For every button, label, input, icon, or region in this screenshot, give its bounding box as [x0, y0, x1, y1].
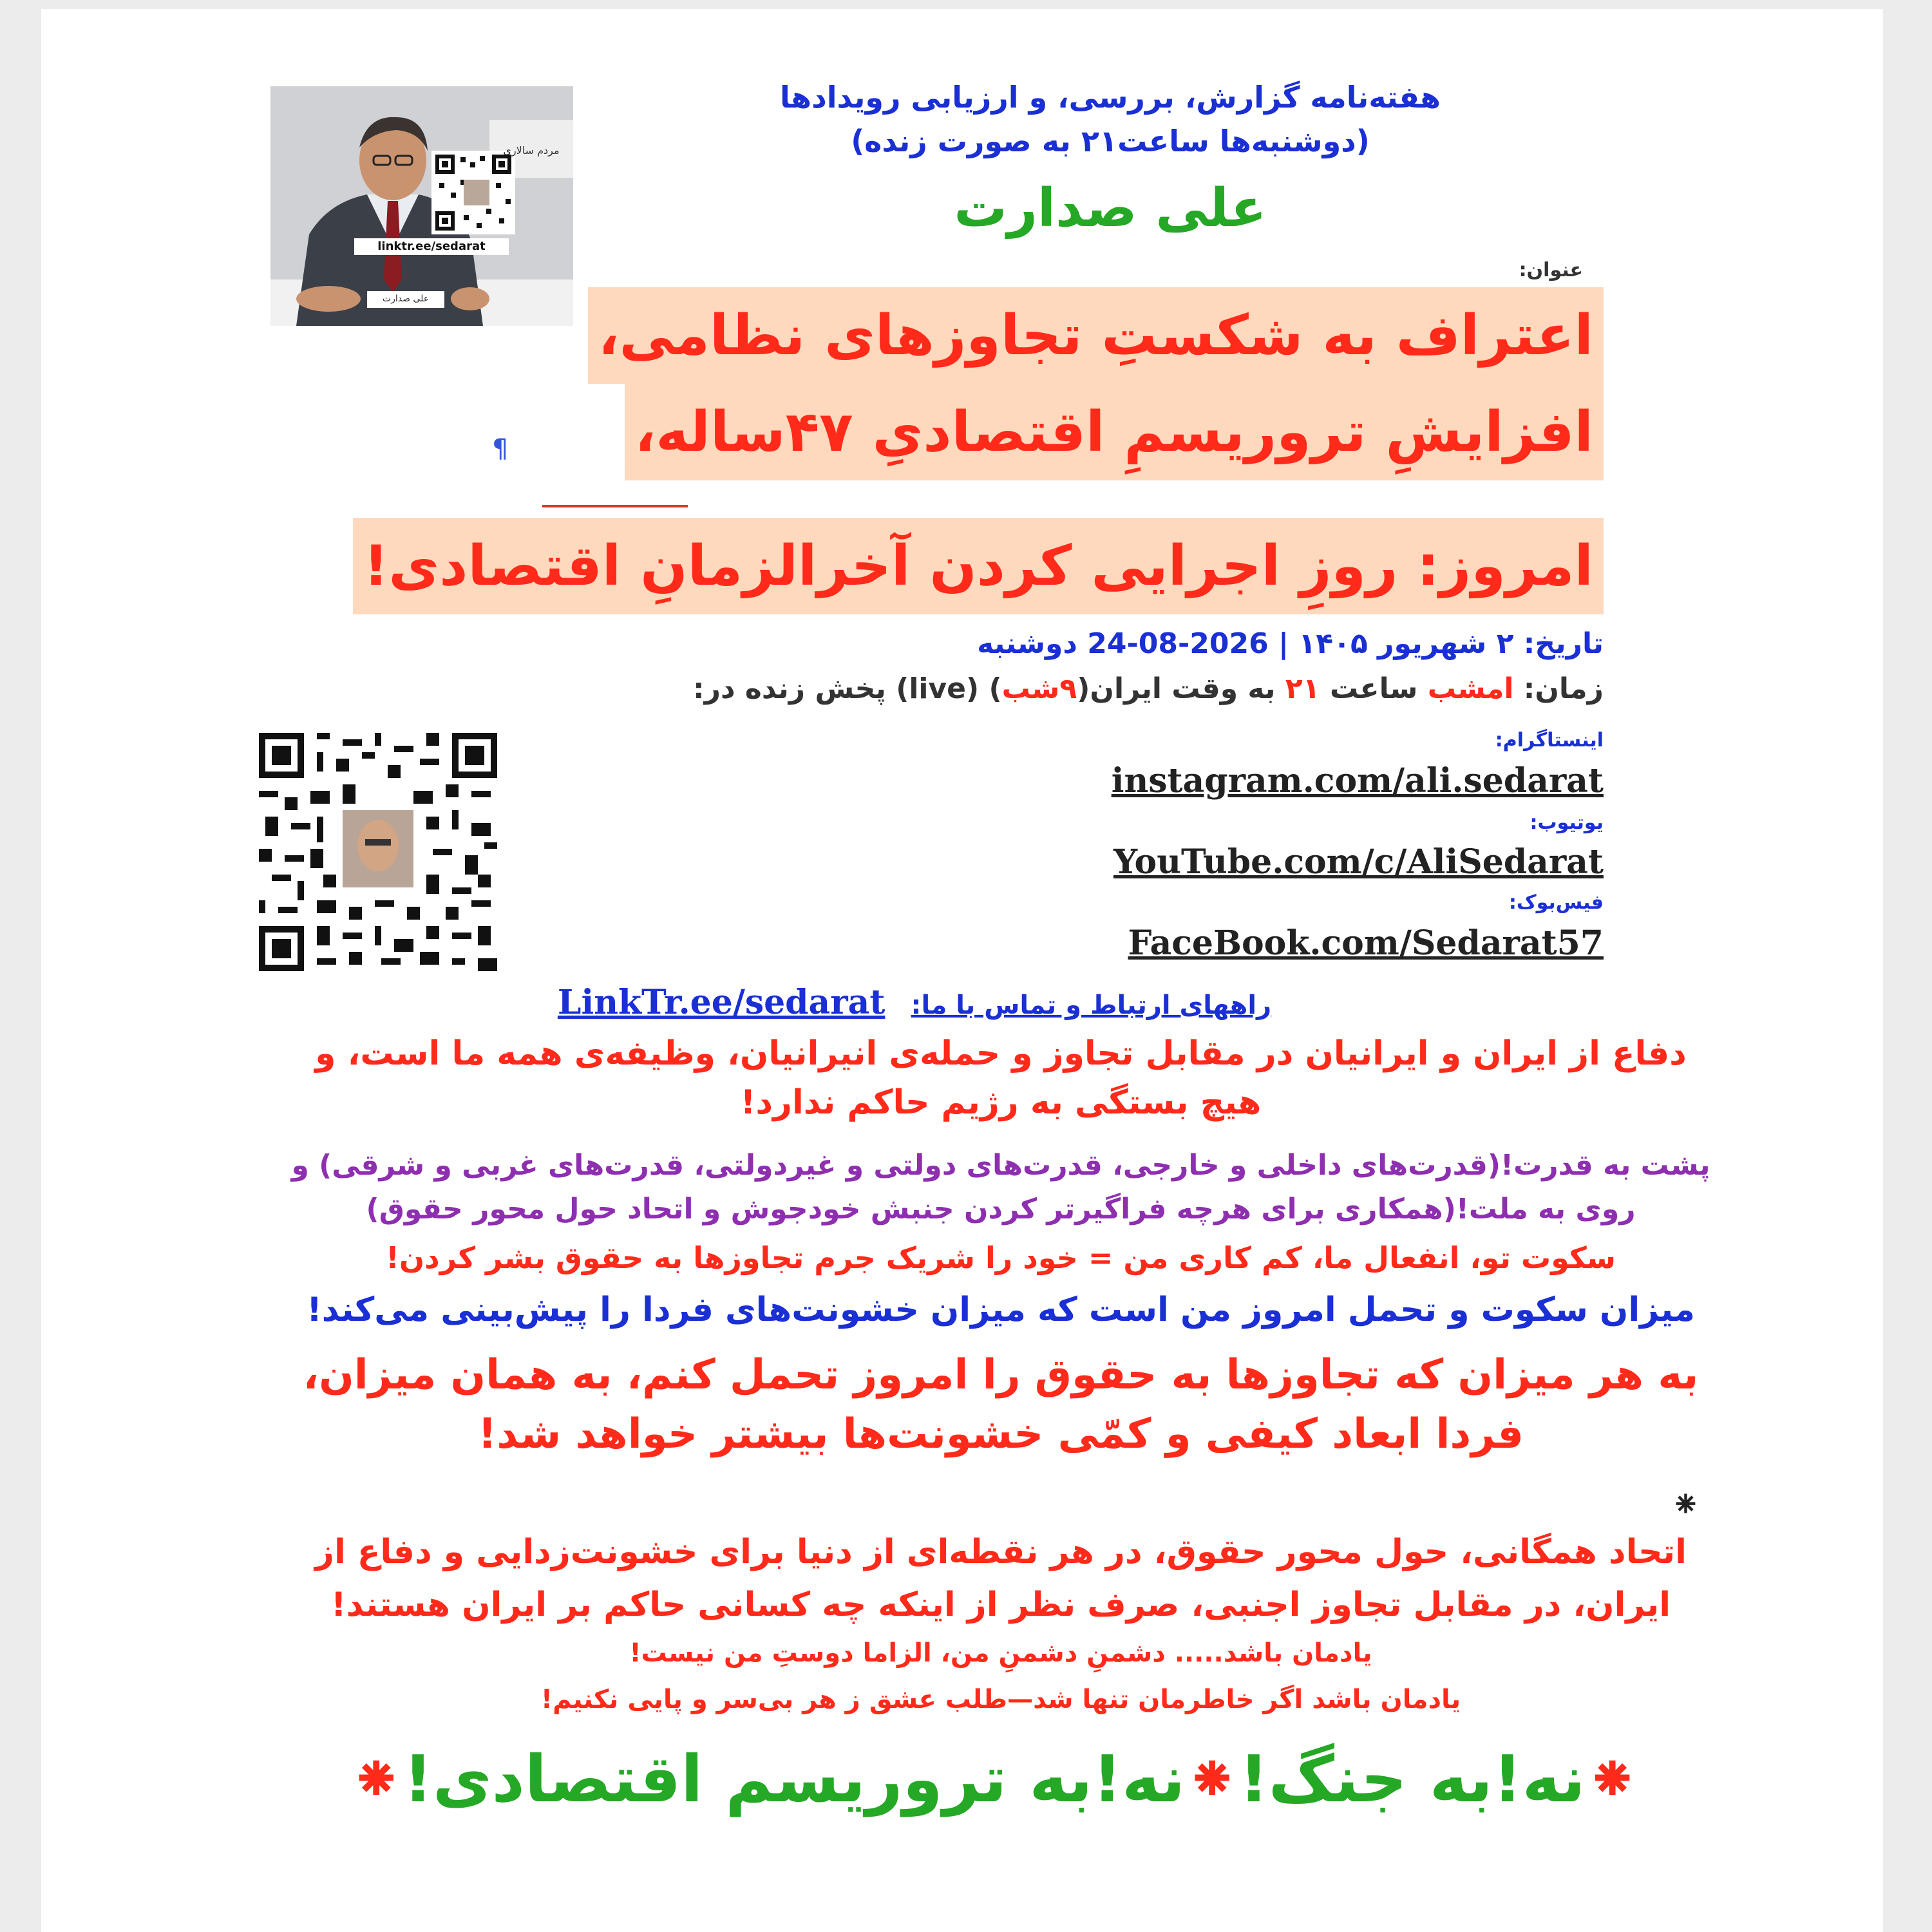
- title-line-1: اعتراف به شکستِ تجاوزهای نظامی،: [588, 287, 1604, 384]
- paragraph-remember-2: یادمان باشد اگر خاطرمان تنها شد—طلب عشق ز هر بی‌سر و پایی نکنیم!: [540, 1685, 1461, 1714]
- time-close: ): [989, 672, 1002, 705]
- slogan: [234, 1741, 1754, 1817]
- paragraph-violence-2: فردا ابعاد کیفی و کمّی خشونت‌ها بیشتر خواهد شد!: [478, 1410, 1524, 1458]
- title-label: عنوان:: [1519, 259, 1583, 281]
- contact-label: راههای ارتباط و تماس با ما:: [911, 990, 1272, 1020]
- photo-name-tag: علی صدارت: [382, 294, 430, 304]
- author-name: علی صدارت: [954, 178, 1267, 239]
- paragraph-remember-1: یادمان باشد..... دشمنِ دشمنِ من، الزاما دوستِ من نیست!: [629, 1638, 1372, 1668]
- contact-line: [528, 983, 1301, 1022]
- slogan-no-war: نه!به جنگ!: [1239, 1741, 1586, 1817]
- contact-link[interactable]: LinkTr.ee/sedarat: [557, 983, 886, 1022]
- paragraph-defense-2: هیچ بستگی به رژیم حاکم ندارد!: [740, 1083, 1262, 1122]
- time-tail: پخش زنده در:: [693, 672, 886, 705]
- time-tonight: امشب: [1427, 672, 1514, 705]
- slogan-star-3: ⁕: [349, 1741, 404, 1817]
- paragraph-silence: سکوت تو، انفعال ما، کم کاری من = خود را شریک جرم تجاوزها به حقوق بشر کردن!: [385, 1240, 1616, 1275]
- document-page: [41, 9, 1883, 1932]
- header-line-1: هفته‌نامه گزارش، بررسی، و ارزیابی رویدادها: [780, 80, 1441, 115]
- paragraph-violence-1: به هر میزان که تجاوزها به حقوق را امروز تحمل کنم، به همان میزان،: [303, 1351, 1699, 1399]
- slogan-no-terrorism: نه!به تروریسم اقتصادی!: [403, 1741, 1186, 1817]
- paragraph-tolerance: میزان سکوت و تحمل امروز من است که میزان خشونت‌های فردا را پیش‌بینی می‌کند!: [307, 1291, 1695, 1329]
- slogan-star-2: ⁕: [1185, 1741, 1240, 1817]
- instagram-label: اینستاگرام:: [1495, 729, 1604, 752]
- broadcast-time: [693, 672, 1604, 705]
- time-hour: ۲۱: [1285, 672, 1320, 705]
- photo-sign-text: مردم سالاری: [503, 144, 560, 156]
- facebook-link[interactable]: FaceBook.com/Sedarat57: [1128, 923, 1604, 963]
- time-hour-prefix: ساعت: [1329, 672, 1418, 705]
- instagram-link[interactable]: instagram.com/ali.sedarat: [1111, 761, 1604, 800]
- slogan-star-1: ⁕: [1585, 1741, 1640, 1817]
- presenter-photo: [270, 86, 573, 326]
- paragraph-defense-1: دفاع از ایران و ایرانیان در مقابل تجاوز و حمله‌ی انیرانیان، وظیفه‌ی همه ما است، و: [315, 1034, 1687, 1073]
- photo-qr-caption: linktr.ee/sedarat: [377, 240, 486, 253]
- youtube-link[interactable]: YouTube.com/c/AliSedarat: [1113, 842, 1604, 882]
- pilcrow-mark: ¶: [492, 434, 509, 464]
- title-line-2: افزایشِ تروریسمِ اقتصادیِ ۴۷ساله،: [625, 384, 1604, 480]
- paragraph-power-2: روی به ملت!(همکاری برای هرچه فراگیرتر کردن جنبش خودجوش و اتحاد حول محور حقوق): [366, 1193, 1636, 1226]
- broadcast-date: تاریخ: ۲ شهریور ۱۴۰۵ | 2026-08-24 دوشنبه: [977, 627, 1604, 660]
- time-timezone: به وقت ایران(: [1077, 672, 1276, 705]
- time-live: (live): [896, 672, 980, 705]
- facebook-label: فیس‌بوک:: [1508, 891, 1604, 914]
- time-label: زمان:: [1523, 672, 1604, 705]
- time-nine-pm: ۹شب: [1001, 672, 1077, 705]
- paragraph-unity-1: اتحاد همگانی، حول محور حقوق، در هر نقطه‌ای از دنیا برای خشونت‌زدایی و دفاع از: [315, 1533, 1687, 1571]
- paragraph-unity-2: ایران، در مقابل تجاوز اجنبی، صرف نظر از اینکه چه کسانی حاکم بر ایران هستند!: [330, 1586, 1671, 1624]
- header-line-2: (دوشنبه‌ها ساعت۲۱ به صورت زنده): [851, 124, 1370, 158]
- title-underline: [542, 505, 688, 507]
- qr-code-graphic: [259, 733, 497, 971]
- title-line-3: امروز: روزِ اجرایی کردن آخرالزمانِ اقتصادی!: [353, 518, 1604, 614]
- asterisk-separator: ⁕: [1671, 1484, 1701, 1526]
- qr-code[interactable]: [259, 733, 497, 971]
- paragraph-power-1: پشت به قدرت!(قدرت‌های داخلی و خارجی، قدرت‌های دولتی و غیردولتی، قدرت‌های غربی و شرقی) و: [291, 1149, 1710, 1182]
- photo-illustration: [270, 86, 573, 326]
- youtube-label: یوتیوب:: [1530, 811, 1604, 834]
